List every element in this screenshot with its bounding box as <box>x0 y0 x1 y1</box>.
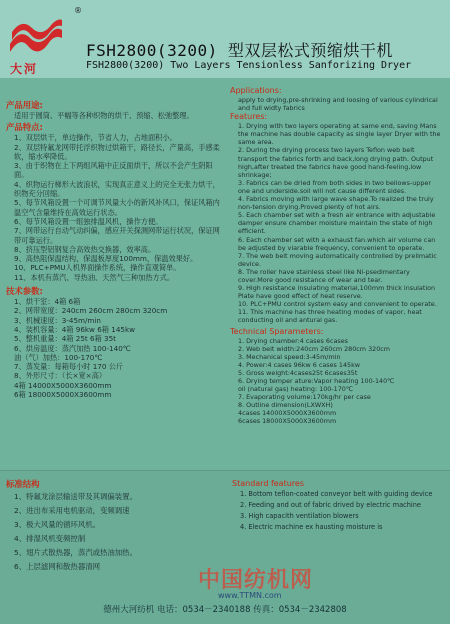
list-item: 6箱 18000X5000X3600mm <box>14 390 112 400</box>
params-list-cn <box>6 297 220 399</box>
list-item: 5、每节风箱设置一个可调节风量大小的新风补风口，保证风箱内温空气含量维持在高效运行状态。 <box>14 198 220 217</box>
watermark-cn: 中国纺机网 <box>198 568 314 593</box>
list-item: 4. Electric machine ex hausting moisture is <box>240 523 383 531</box>
list-item: 7. The web belt moving automatically controlled by prellmatic device. <box>238 251 437 268</box>
list-item: 10、PLC+PMU人机界面操作系统，操作直观简单。 <box>14 263 181 273</box>
list-item: 7. Evaporating volume:170kg/hr per case <box>238 393 371 402</box>
list-item: 7、蒸发量：每箱每小时 170 公斤 <box>14 362 124 372</box>
list-item: 4、装机容量：4箱 96kw 6箱 145kw <box>14 324 136 334</box>
list-item: 10. PLC+PMU control system easy and convenient to operate. <box>238 300 437 309</box>
list-item: 9. High resistance insulating material,100mm thick insulation Plate have good effect of heat reserve. <box>238 284 436 301</box>
list-item: 2、进出布采用电机驱动，变频调速 <box>14 506 130 515</box>
list-item: 7、网带运行自动气动纠偏，感应开关探测网带运行状况，保证网带可靠运行。 <box>14 226 220 245</box>
list-item: 4箱 14000X5000X3600mm <box>14 380 112 390</box>
params-list-en <box>230 337 444 426</box>
list-item: 3、极大风量的循环风机。 <box>14 520 101 529</box>
brand-logo-text: 大河 <box>10 62 39 76</box>
list-item: 3、由于织物在上下两组风箱中正反面烘干，所以不会产生阴阳面。 <box>14 161 213 180</box>
params-title-cn: 技术参数: <box>6 286 43 297</box>
list-item: oil (natural gas) heating: 100-170℃ <box>238 385 354 394</box>
list-item: 5. Gross weight:4cases25t 6cases35t <box>238 368 358 377</box>
list-item: 2. Web belt width:240cm 260cm 280cm 320cm <box>238 344 391 353</box>
list-item: 8、挤压型铝钢复合高效热交换器，效率高。 <box>14 244 156 254</box>
list-item: 3. High capacith ventilation blowers <box>240 512 359 520</box>
page-title-cn: FSH2800(3200) 型双层松式预缩烘干机 <box>86 41 393 60</box>
footer-contact <box>0 603 450 615</box>
list-item: 11. This machine has three heating modes of vapor, heat conducting oil and antural gas. <box>238 308 422 325</box>
list-item: 1、特氟龙涂层输送带及其调偏装置。 <box>14 492 137 501</box>
list-item: 4、排湿风机变频控制 <box>14 534 86 543</box>
list-item: 6cases 18000X5000X3600mm <box>238 417 337 426</box>
applications-text: apply to drying,pre-shrinking and loosing of various cylindrical and full widty fabrics <box>238 96 438 113</box>
list-item: 6、烘房温度：蒸汽加热 100-140℃ <box>14 343 131 353</box>
footer-text: 德州大河纺机 电话：0534－2340188 传真：0534－2342808 <box>103 605 347 615</box>
standard-title-en: Standard features <box>232 479 304 488</box>
list-item: 5、翅片式散热器，蒸汽或热油加热。 <box>14 548 137 557</box>
list-item: 11、本机有蒸汽、导热油、天然气三种加热方式。 <box>14 272 175 282</box>
list-item: 4、织物运行梯形大波浪状，实现真正意义上的完全无张力烘干，织物充分回缩。 <box>14 179 220 199</box>
brand-logo-icon <box>6 8 66 68</box>
list-item: 3. Mechanical speed:3-45m/min <box>238 352 341 361</box>
list-item: 6. Each chamber set with a exhaust fan.which air volume can be adjusted by viarable frequency, convenient to operate. <box>238 235 436 252</box>
list-item: 5、整机重量：4箱 25t 6箱 35t <box>14 334 117 344</box>
standard-structure-panel <box>0 470 450 624</box>
list-item: 1. Drying chamber:4 cases 6cases <box>238 336 348 345</box>
standard-en <box>232 479 444 533</box>
watermark-url: www.TTMN.com <box>218 591 282 600</box>
list-item: 1、烘干室：4箱 6箱 <box>14 297 81 307</box>
list-item: 6. Drying temper ature:Vapor heating 100-140℃ <box>238 377 395 385</box>
list-item: 5. Each chamber set with a fresh air entrance with adjustable damper ensure chamber moisture maintain the state of high efficient. <box>238 211 436 236</box>
list-item: 8、外形尺寸：（长×宽×高） <box>14 371 107 381</box>
list-item: 2、双层特氟龙网带托浮织物过烘箱干，路径长，产量高，手感柔软，缩水率降低。 <box>14 142 220 161</box>
list-item: 2、网带宽度：240cm 260cm 280cm 320cm <box>14 306 168 316</box>
list-item: 油（气）加热：100-170℃ <box>14 352 103 362</box>
list-item: 1. Bottom teflon-coated conveyor belt with guiding device <box>240 490 433 498</box>
registered-mark: ® <box>74 6 82 15</box>
list-item: 6、每节风箱设置一组独排温风机，操作方便。 <box>14 216 163 226</box>
list-item: 1. Drying with two layers operating at same end, saving Mans the machine has double capacity as single layer Dryer with the same area. <box>238 122 441 147</box>
list-item: 2. During the drying process two layers Teflon web belt transport the fabrics forth and back,long drying path. Output high,after treated the fabrics have good hand-feeling,low shrinkage; <box>238 146 434 179</box>
list-item: 8. The roller have stainless steel like Ni-psedimentary cover.More good resistance of wear and tear. <box>238 267 410 284</box>
list-item: 4cases 14000X5000X3600mm <box>238 409 337 418</box>
standard-list-en <box>232 489 444 533</box>
features-list-cn <box>6 133 220 282</box>
standard-cn <box>6 479 216 574</box>
standard-title-cn: 标准结构 <box>6 479 40 489</box>
header-band <box>0 0 450 78</box>
list-item: 1、双层烘干，单边操作，节省人力，占地面积小。 <box>14 133 177 143</box>
right-column <box>230 86 444 426</box>
list-item: 4. Fabrics moving with large wave shape.To realized the truly non-tension drying.Proved plenty of hot airs. <box>238 195 434 212</box>
usage-text: 适用于圆筒、平幅等各种织物的烘干、预缩、松弛整理。 <box>14 111 194 120</box>
features-title-en: Features: <box>230 112 268 122</box>
list-item: 8. Outline dimension(LXWXH) <box>238 401 333 410</box>
params-title-en: Technical Sparameters: <box>230 326 324 336</box>
list-item: 4. Power:4 cases 96kw 6 cases 145kw <box>238 360 361 369</box>
list-item: 9、高热阻保温结构，保温板厚度100mm，保温效果好。 <box>14 254 198 264</box>
features-title-cn: 产品特点: <box>6 122 43 133</box>
left-column <box>6 100 220 399</box>
list-item: 6、上层滤网和散热器清网 <box>14 562 101 571</box>
page-title-en: FSH2800(3200) Two Layers Tensionless Sanforizing Dryer <box>86 60 412 71</box>
applications-title: Applications: <box>230 86 282 95</box>
list-item: 2. Feeding and out of fabric drived by electric machine <box>240 501 421 509</box>
list-item: 3、机械速度：3-45m/min <box>14 315 101 325</box>
list-item: 3. Fabrics can be dried from both sides in two bellows-upper one and underside.soil will not cause different sides. <box>238 178 431 195</box>
usage-title: 产品用途: <box>6 100 43 110</box>
standard-list-cn <box>6 490 216 574</box>
features-list-en <box>230 122 444 324</box>
